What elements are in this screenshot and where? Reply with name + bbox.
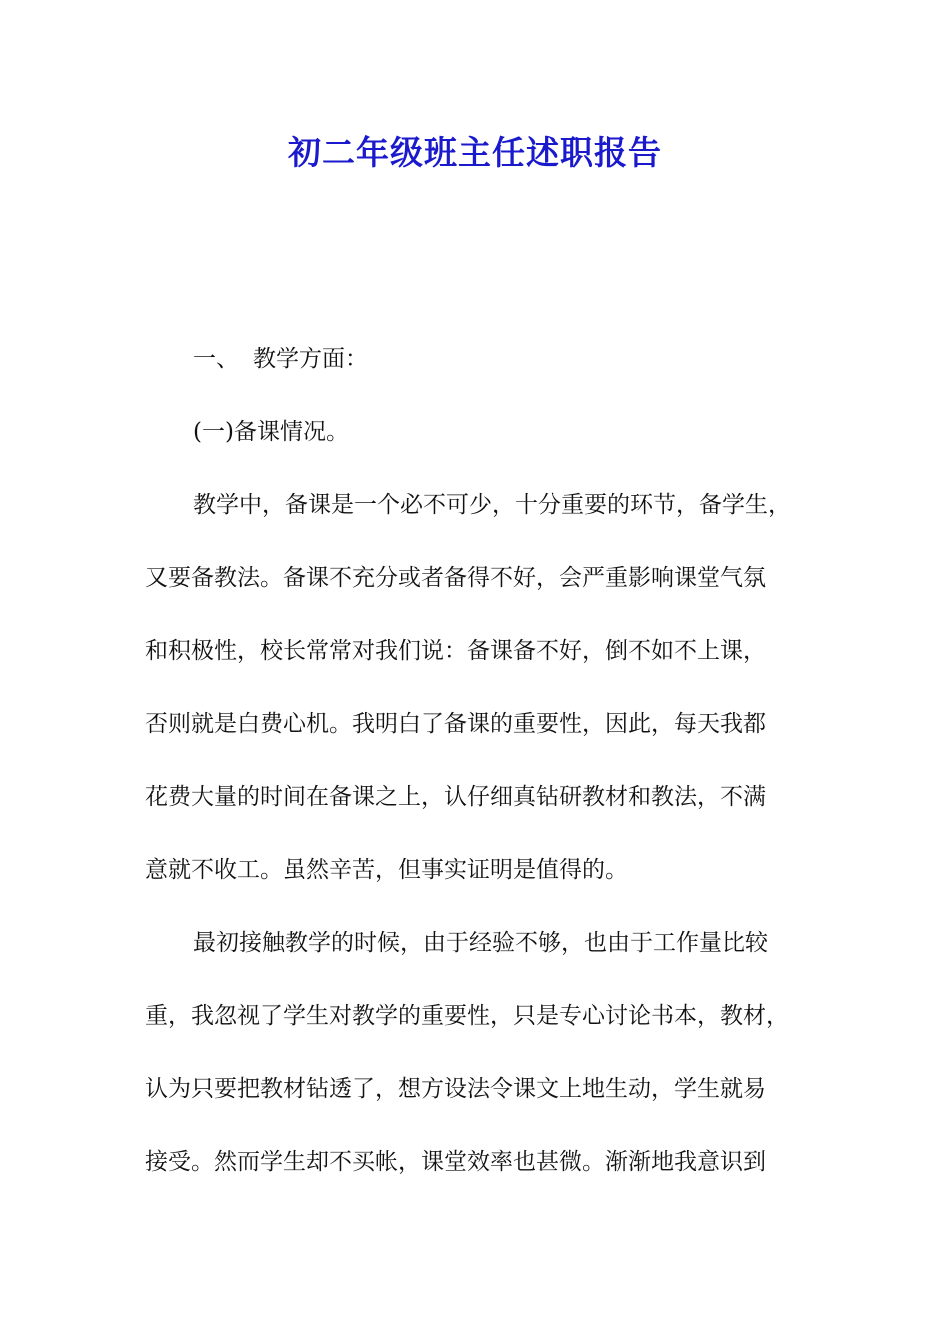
paragraph-line: 接受。然而学生却不买帐，课堂效率也甚微。渐渐地我意识到: [145, 1149, 766, 1175]
paragraph-line: 重，我忽视了学生对教学的重要性，只是专心讨论书本，教材，: [145, 1003, 789, 1029]
section-number: 一、: [193, 346, 239, 372]
paragraph-1: [145, 487, 791, 925]
section-heading: [193, 341, 368, 377]
subsection-heading: (一)备课情况。: [193, 419, 349, 445]
paragraph-line: 认为只要把教材钻透了，想方设法令课文上地生动，学生就易: [145, 1076, 766, 1102]
document-title: 初二年级班主任述职报告: [288, 133, 662, 172]
paragraph-line: 意就不收工。虽然辛苦，但事实证明是值得的。: [145, 857, 628, 883]
paragraph-2: [145, 925, 789, 1217]
paragraph-line: 教学中，备课是一个必不可少，十分重要的环节，备学生，: [193, 492, 791, 518]
paragraph-line: 和积极性，校长常常对我们说：备课备不好，倒不如不上课，: [145, 638, 766, 664]
section-heading-text: 教学方面：: [253, 346, 368, 372]
paragraph-line: 又要备教法。备课不充分或者备得不好，会严重影响课堂气氛: [145, 565, 766, 591]
paragraph-line: 否则就是白费心机。我明白了备课的重要性，因此，每天我都: [145, 711, 766, 737]
paragraph-line: 最初接触教学的时候，由于经验不够，也由于工作量比较: [193, 930, 768, 956]
paragraph-line: 花费大量的时间在备课之上，认仔细真钻研教材和教法，不满: [145, 784, 766, 810]
